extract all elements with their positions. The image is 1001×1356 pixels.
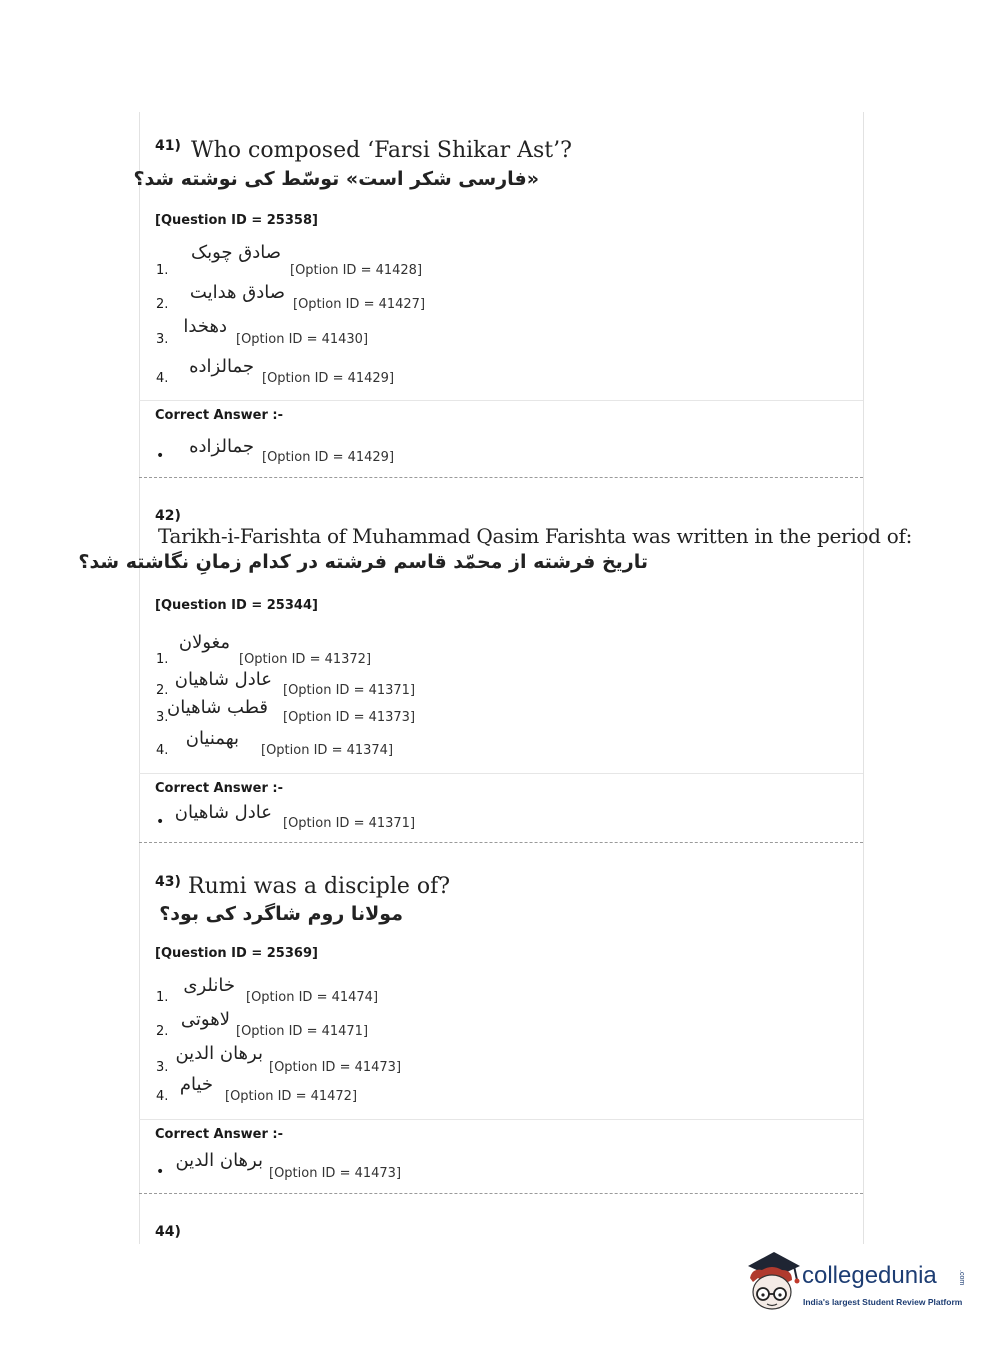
option-id: [Option ID = 41474] bbox=[246, 990, 379, 1005]
option-id: [Option ID = 41372] bbox=[239, 652, 372, 667]
question-id: [Question ID = 25358] bbox=[155, 213, 318, 228]
option-id: [Option ID = 41374] bbox=[261, 743, 394, 758]
answer-bullet: • bbox=[156, 1164, 165, 1180]
correct-answer-id: [Option ID = 41371] bbox=[283, 816, 416, 831]
question-text-english: Rumi was a disciple of? bbox=[188, 874, 451, 899]
brand-logo bbox=[742, 1248, 972, 1318]
question-text-english: Who composed ‘Farsi Shikar Ast’? bbox=[191, 138, 572, 163]
option-text: عادل شاهیان bbox=[174, 669, 272, 690]
correct-answer-label: Correct Answer :- bbox=[155, 781, 283, 796]
brand-name: collegedunia bbox=[802, 1262, 937, 1289]
answer-bullet: • bbox=[156, 448, 165, 464]
option-id: [Option ID = 41430] bbox=[236, 332, 369, 347]
correct-answer-label: Correct Answer :- bbox=[155, 1127, 283, 1142]
brand-tagline: India's largest Student Review Platform bbox=[803, 1297, 963, 1307]
section-divider bbox=[139, 400, 863, 401]
section-divider bbox=[139, 773, 863, 774]
student-mascot-icon bbox=[742, 1248, 804, 1312]
option-number: 1. bbox=[156, 652, 169, 667]
option-text: لاهوتی bbox=[180, 1009, 230, 1030]
question-number: 44) bbox=[155, 1224, 181, 1240]
question-number: 42) bbox=[155, 508, 181, 524]
correct-answer-text: عادل شاهیان bbox=[174, 802, 272, 823]
question-divider bbox=[139, 1193, 863, 1194]
option-number: 1. bbox=[156, 263, 169, 278]
option-text: صادق چوبک bbox=[190, 242, 281, 263]
option-number: 3. bbox=[156, 332, 169, 347]
option-id: [Option ID = 41371] bbox=[283, 683, 416, 698]
question-text-persian: مولانا روم شاگرد کی بود؟ bbox=[159, 903, 403, 925]
option-text: دهخدا bbox=[183, 316, 227, 337]
option-text: قطب شاهیان bbox=[167, 697, 268, 718]
option-number: 3. bbox=[156, 1060, 169, 1075]
option-number: 3. bbox=[156, 710, 169, 725]
brand-domain-suffix: .com bbox=[958, 1270, 965, 1286]
option-id: [Option ID = 41428] bbox=[290, 263, 423, 278]
option-id: [Option ID = 41427] bbox=[293, 297, 426, 312]
option-id: [Option ID = 41472] bbox=[225, 1089, 358, 1104]
question-divider bbox=[139, 842, 863, 843]
option-number: 4. bbox=[156, 1089, 169, 1104]
question-text-persian: تاریخ فرشته از محمّد قاسم فرشته در کدام زمانِ نگاشته شد؟ bbox=[78, 551, 648, 573]
correct-answer-id: [Option ID = 41429] bbox=[262, 450, 395, 465]
answer-bullet: • bbox=[156, 814, 165, 830]
option-text: مغولان bbox=[178, 632, 230, 653]
question-id: [Question ID = 25344] bbox=[155, 598, 318, 613]
option-number: 1. bbox=[156, 990, 169, 1005]
option-number: 4. bbox=[156, 743, 169, 758]
section-divider bbox=[139, 1119, 863, 1120]
option-number: 2. bbox=[156, 1024, 169, 1039]
question-text-english: Tarikh-i-Farishta of Muhammad Qasim Farishta was written in the period of: bbox=[158, 524, 913, 548]
option-text: خانلری bbox=[183, 975, 235, 996]
option-text: خیام bbox=[179, 1074, 213, 1095]
option-text: جمالزاده bbox=[189, 356, 254, 377]
option-id: [Option ID = 41429] bbox=[262, 371, 395, 386]
option-number: 2. bbox=[156, 683, 169, 698]
correct-answer-label: Correct Answer :- bbox=[155, 408, 283, 423]
option-text: برهان الدین bbox=[175, 1043, 263, 1064]
option-id: [Option ID = 41471] bbox=[236, 1024, 369, 1039]
correct-answer-id: [Option ID = 41473] bbox=[269, 1166, 402, 1181]
question-number: 41) bbox=[155, 138, 181, 154]
question-text-persian: «فارسی شکر است» توسّط کی نوشته شد؟ bbox=[133, 168, 539, 190]
question-number: 43) bbox=[155, 874, 181, 890]
option-id: [Option ID = 41473] bbox=[269, 1060, 402, 1075]
question-divider bbox=[139, 477, 863, 478]
correct-answer-text: جمالزاده bbox=[189, 436, 254, 457]
option-number: 2. bbox=[156, 297, 169, 312]
option-text: بهمنیان bbox=[185, 728, 239, 749]
correct-answer-text: برهان الدین bbox=[175, 1150, 263, 1171]
question-id: [Question ID = 25369] bbox=[155, 946, 318, 961]
option-text: صادق هدایت bbox=[189, 282, 285, 303]
option-id: [Option ID = 41373] bbox=[283, 710, 416, 725]
option-number: 4. bbox=[156, 371, 169, 386]
